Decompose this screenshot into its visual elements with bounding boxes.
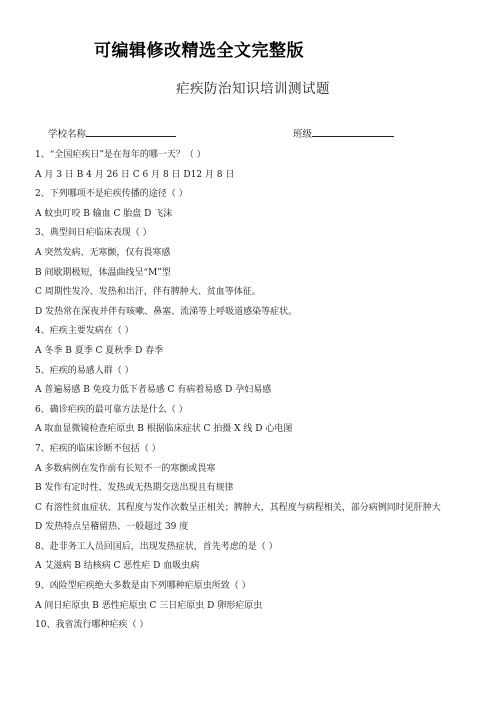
- answer-option-7b: B 发作有定时性、发热或无热期交迭出现且有规律: [35, 483, 234, 494]
- question-list: [35, 146, 465, 636]
- question-7: 7、疟疾的临床诊断不包括（ ）: [35, 443, 161, 454]
- answer-options-2: A 蚊虫叮咬 B 输血 C 胎盘 D 飞沫: [35, 208, 173, 219]
- answer-options-1: A 月 3 日 B 4 月 26 日 C 6 月 8 日 D12 月 8 日: [35, 169, 235, 180]
- banner-heading: 可编辑修改精选全文完整版: [94, 41, 304, 61]
- question-8: 8、赴非务工人员回国后，出现发热症状，首先考虑的是（ ）: [35, 541, 278, 552]
- question-4: 4、疟疾主要发病在（ ）: [35, 326, 134, 337]
- answer-options-5: A 普遍易感 B 免疫力低下者易感 C 有病着易感 D 孕妇易感: [35, 385, 272, 396]
- answer-option-3d: D 发热常在深夜并伴有咳嗽、鼻塞、流涕等上呼吸道感染等症状。: [35, 306, 298, 317]
- question-10: 10、我省流行哪种疟疾（ ）: [35, 620, 149, 631]
- school-blank[interactable]: [86, 126, 176, 137]
- document-title: 疟疾防治知识培训测试题: [176, 81, 330, 97]
- class-label: 班级: [293, 129, 313, 140]
- answer-option-7a: A 多数病例在发作前有长短不一的寒颤或畏寒: [35, 463, 216, 474]
- question-6: 6、确诊疟疾的最可靠方法是什么（ ）: [35, 404, 188, 415]
- answer-options-8: A 艾滋病 B 结核病 C 恶性疟 D 血吸虫病: [35, 561, 200, 572]
- school-label: 学校名称: [48, 129, 87, 140]
- class-blank[interactable]: [312, 126, 394, 137]
- question-2: 2、下列哪项不是疟疾传播的途径（ ）: [35, 189, 188, 200]
- answer-option-3b: B 间歇期极短，体温曲线呈“M”型: [35, 267, 171, 278]
- answer-option-7d: D 发热特点呈稽留热、一般超过 39 度: [35, 522, 189, 533]
- answer-option-3c: C 周期性发冷、发热和出汗，伴有脾肿大、贫血等体征。: [35, 287, 261, 298]
- info-row: [48, 126, 468, 142]
- answer-option-3a: A 突然发病、无寒颤，仅有畏寒感: [35, 247, 171, 258]
- answer-options-4: A 冬季 B 夏季 C 夏秋季 D 春季: [35, 345, 164, 356]
- class-field: [293, 126, 394, 140]
- answer-options-6: A 取血显微镜检查疟原虫 B 根据临床症状 C 拍摄 X 线 D 心电图: [35, 424, 293, 435]
- question-3: 3、典型间日疟临床表现（ ）: [35, 228, 152, 239]
- answer-options-9: A 间日疟原虫 B 恶性疟原虫 C 三日疟原虫 D 卵形疟原虫: [35, 600, 263, 611]
- school-field: [48, 126, 176, 140]
- answer-option-7c: C 有溶性贫血症状、其程度与发作次数呈正相关；脾肿大，其程度与病程相关，部分病例同时见肝肿大: [35, 502, 441, 513]
- question-5: 5、疟疾的易感人群（ ）: [35, 365, 134, 376]
- question-9: 9、凶险型疟疾绝大多数是由下列哪种疟原虫所致（ ）: [35, 581, 251, 592]
- question-1: 1、“全国疟疾日”是在每年的哪一天？（ ）: [35, 150, 206, 160]
